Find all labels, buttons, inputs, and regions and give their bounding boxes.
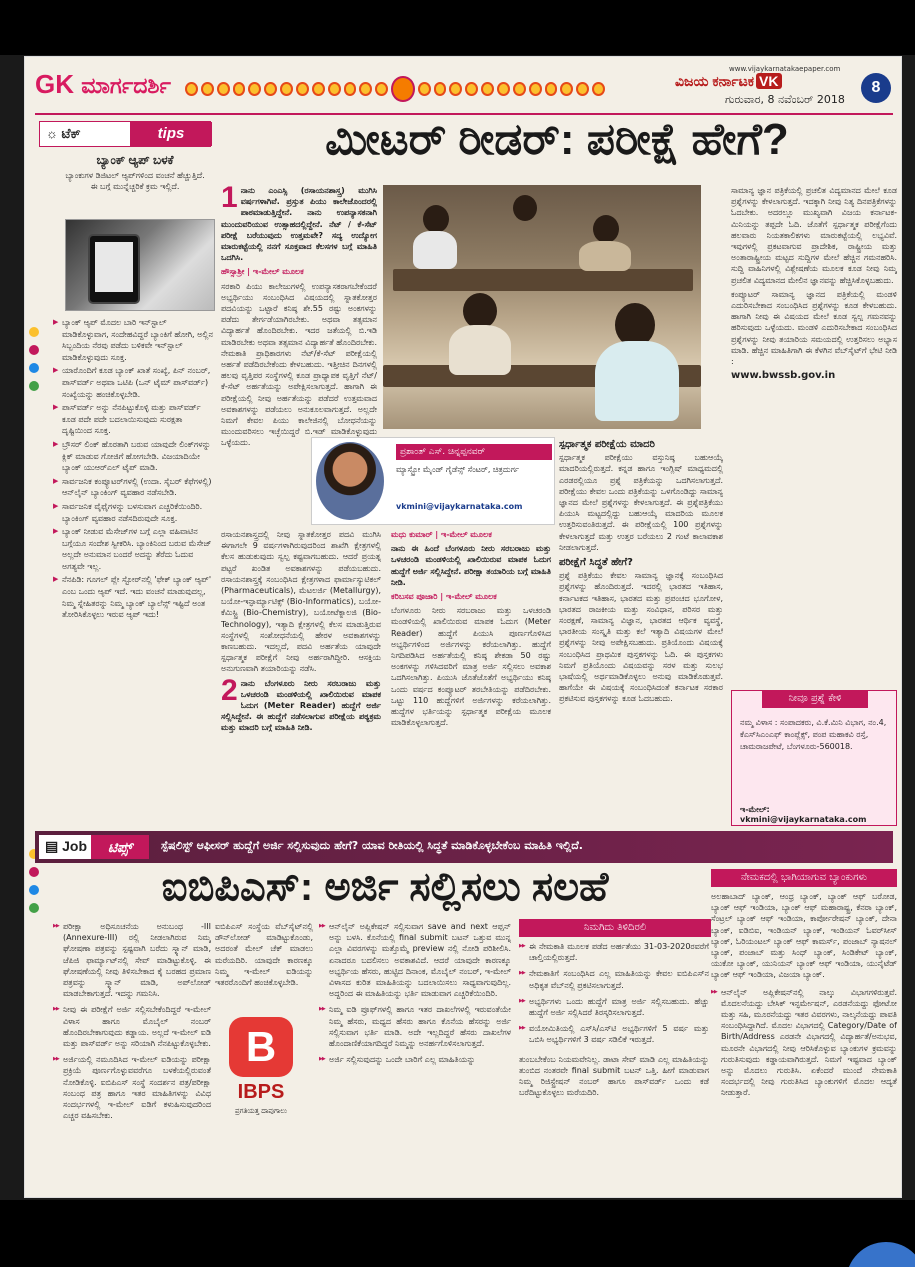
job-badge: ಟಿಪ್ಸ್ — [91, 835, 149, 859]
answer-1: ಸರಕಾರಿ ಪಿಯು ಕಾಲೇಜುಗಳಲ್ಲಿ ಉಪನ್ಯಾಸಕರಾಗಬೇಕೆಂದರೆ ಅಭ್ಯರ್ಥಿಯು ಸಂಬಂಧಿಸಿದ ವಿಷಯದಲ್ಲಿ ಸ್ನಾತಕೋತ್ತರ ಪದವಿಯನ್ನು ಒಟ್ಟಾರೆ ಕನಿಷ್ಠ ಶೇ.55 ರಷ್ಟು ಅಂಕಗಳನ್ನು ಪಡೆದು ತೇರ್ಗಡೆಯಾಗಿರಬೇಕು. ಅಥವಾ ತತ್ಸಮಾನ ವಿದ್ಯಾರ್ಹತೆ ಹೊಂದಿರಬೇಕು. ಇದರ ಜತೆಯಲ್ಲಿ ಬಿ.ಇಡಿ ಮಾಡಿರಬೇಕು ಅಥವಾ ತತ್ಸಮಾನ ವಿದ್ಯಾರ್ಹತೆ ಹೊಂದಿರಬೇಕು. ನೇಮಕಾತಿ ಪ್ರಾಧಿಕಾರಗಳು ನೆಟ್/ಕೆ-ಸೆಟ್ ಪರೀಕ್ಷೆಯಲ್ಲಿ ಅರ್ಹತೆ ಪಡೆದಿರಬೇಕೆಂದು ಕೇಳಬಹುದು. ಇತ್ತೀಚಿನ ದಿನಗಳಲ್ಲಿ ಹಲವು ವೃತ್ತಿಪರ ಸಂಸ್ಥೆಗಳಲ್ಲಿ ಕೂಡ ಪ್ರಾಧ್ಯಾಪಕ ವೃತ್ತಿಗೆ ನೆಟ್/ಕೆ-ಸೆಟ್ ಅರ್ಹತೆಯನ್ನು ಅಪೇಕ್ಷಿಸಲಾಗುತ್ತದೆ. ಹಾಗಾಗಿ ಈ ಪರೀಕ್ಷೆಯಲ್ಲಿ ನೀವು ಅರ್ಹತೆಯನ್ನು ಪಡೆದರೆ ಉತ್ತಮವಾದ ಅವಕಾಶಗಳನ್ನು ಪಡೆಯಲು ಅನುಕೂಲವಾಗುತ್ತದೆ. ಅಲ್ಲದೇ ನಿಮಗೆ ಕೇವಲ ಪಿಯು ಕಾಲೇಜಿನಲ್ಲಿ ಬೋಧನೆಯನ್ನು ಮುಂದುವರಿಸಲು ಇಚ್ಛೆಯಿದ್ದರೆ ಬಿ.ಇಡ್ ಮಾಡಿಕೊಳ್ಳುವುದು ಒಳ್ಳೆಯದು. — [221, 281, 377, 448]
answer-1-more: ರಸಾಯನಶಾಸ್ತ್ರದಲ್ಲಿ ನೀವು ಸ್ನಾತಕೋತ್ತರ ಪದವಿ ಮುಗಿಸಿ ಈಗಾಗಲೇ 9 ವರ್ಷಗಳಾಗಿರುವುದರಿಂದ ಶಾಖೆಗಿ ಕ್ಷೇತ್ರಗಳಲ್ಲಿ ಕೆಲಸ ಹುಡುಕುವುದು ಸ್ವಲ್ಪ ಕಷ್ಟವಾಗಬಹುದು. ಆದರೆ ಪ್ರಯತ್ನ ಪಟ್ಟರೆ ಖಂಡಿತ ಅವಕಾಶಗಳನ್ನು ಪಡೆಯಬಹುದು. ರಸಾಯನಶಾಸ್ತ್ರಕ್ಕೆ ಸಂಬಂಧಿಸಿದ ಕ್ಷೇತ್ರಗಳಾದ ಫಾರ್ಮಾಸ್ಯುಟಿಕಲ್ (Pharmaceuticals), ಮೆಟಲರ್ಜಿ (Metallurgy), ಬಯೋ-ಇನ್ಫಾರ್ಮ್ಯಾಟಿಕ್ಸ್ (Bio-Informatics), ಬಯೋ-ಕೆಮಿಸ್ಟ್ರಿ (Bio-Chemistry), ಬಯೋಟೆಕ್ನಾಲಜಿ (Bio-Technology), ಇತ್ಯಾದಿ ಕ್ಷೇತ್ರಗಳಲ್ಲಿ ಕೆಲಸ ಮಾಡುತ್ತಿರುವ ಸಂಸ್ಥೆಗಳಲ್ಲಿ ಸಂಶೋಧನೆಯಲ್ಲಿ ಹೇರಳ ಅವಕಾಶಗಳನ್ನು ಕಾಣಬಹುದು. ಇದಲ್ಲದೆ, ಪದವಿ ಅರ್ಹತೆಯ ಯಾವುದೇ ಸ್ಪರ್ಧಾತ್ಮಕ ಪರೀಕ್ಷೆಗೆ ನೀವು ಅರ್ಹರಾಗಿದ್ದೀರಿ. ಆಸಕ್ತಿಯ ಅನುಗುಣವಾಗಿ ತಯಾರಿಯನ್ನು ನಡೆಸಿ. — [221, 530, 381, 674]
author-byline — [311, 437, 555, 525]
job-tagline: ಸ್ಪೆಷಲಿಸ್ಟ್ ಆಫೀಸರ್ ಹುದ್ದೆಗೆ ಅರ್ಜಿ ಸಲ್ಲಿಸುವುದು ಹೇಗೆ? ಯಾವ ರೀತಿಯಲ್ಲಿ ಸಿದ್ಧತೆ ಮಾಡಿಕೊಳ್ಳಬೇಕೆಂಬ ಮಾಹಿತಿ ಇಲ್ಲಿದೆ. — [161, 839, 583, 852]
job-headline: ಐಬಿಪಿಎಸ್: ಅರ್ಜಿ ಸಲ್ಲಿಸಲು ಸಲಹೆ — [161, 865, 609, 909]
list-item: ▶ ಸಾರ್ವಜನಿಕ ವೈಫೈಗಳನ್ನು ಬಳಸುವಾಗ ಎಚ್ಚರಿಕೆಯಿಂದಿರಿ. ಬ್ಯಾಂಕಿಂಗ್ ವ್ಯವಹಾರ ನಡೆಸದಿರುವುದೇ ಸೂಕ್ತ. — [53, 501, 213, 524]
ibps-logo — [215, 1017, 307, 1127]
list-item: ▶▶ ಅಭ್ಯರ್ಥಿಗಳು ಒಂದು ಹುದ್ದೆಗೆ ಮಾತ್ರ ಅರ್ಜಿ ಸಲ್ಲಿಸಬಹುದು. ಹೆಚ್ಚು ಹುದ್ದೆಗೆ ಅರ್ಜಿ ಸಲ್ಲಿಸಿದರೆ ತಿರಸ್ಕರಿಸಲಾಗುತ್ತದೆ. — [519, 996, 709, 1018]
job-col-1b — [215, 921, 313, 1013]
question-1: ನಾನು ಎಂಎಸ್ಸಿ (ರಸಾಯನಶಾಸ್ತ್ರ) ಮುಗಿಸಿ ವರ್ಷಗಳಾಗಿವೆ. ಪ್ರಸ್ತುತ ಪಿಯು ಕಾಲೇಜೊಂದರಲ್ಲಿ ಪಾಠಮಾಡುತ್ತಿದ್ದೇನೆ. ನಾನು ಉಪನ್ಯಾಸಕನಾಗಿ ಮುಂದುವರಿಯುವ ಉತ್ಸಾಹದಲ್ಲಿದ್ದೇನೆ. ನೆಟ್ / ಕೆ-ಸೆಟ್ ಪರೀಕ್ಷೆ ಬರೆಯುವುದು ಉತ್ತಮವೇ? ಸದ್ಯ ಉದ್ಯೋಗ ಮಾರುಕಟ್ಟೆಯಲ್ಲಿ ನನಗೆ ಸೂಕ್ತವಾದ ಕೆಲಸಗಳ ಬಗ್ಗೆ ಮಾಹಿತಿ ಒದಗಿಸಿ. — [221, 186, 377, 263]
issue-date: ಗುರುವಾರ, 8 ನವೆಂಬರ್ 2018 — [725, 93, 845, 106]
section-logo — [35, 69, 171, 100]
subhead-prep: ಪರೀಕ್ಷೆಗೆ ಸಿದ್ಧತೆ ಹೇಗೆ? — [559, 557, 633, 569]
author-role: ಮ್ಯಾಸ್ಟ್ರೋ ಮೈಂಡ್ ಗೈಡೆನ್ಸ್ ಸೆಂಟರ್, ಚಿತ್ರದುರ್ಗ — [396, 465, 520, 474]
article-col-2 — [221, 529, 551, 823]
job-tips-banner — [35, 831, 893, 863]
gk-label: GK — [35, 69, 74, 99]
ibps-logo-text: IBPS — [237, 1081, 285, 1103]
rules-header: ನಿಮಗಿದು ತಿಳಿದಿರಲಿ — [519, 919, 711, 937]
list-item: ▶ ಯಾರೊಂದಿಗೆ ಕೂಡ ಬ್ಯಾಂಕ್ ಖಾತೆ ಸಂಖ್ಯೆ, ಪಿನ್ ನಂಬರ್, ಪಾಸ್‌ವರ್ಡ್ ಅಥವಾ ಒಟಿಪಿ (ಒನ್ ಟೈಮ್ ಪಾಸ್‌ವರ್ಡ್) ಸಂಖ್ಯೆಯನ್ನು ಹಂಚಿಕೊಳ್ಳಬೇಡಿ. — [53, 365, 213, 400]
list-item: ▶ ಸಾರ್ವಜನಿಕ ಕಂಪ್ಯೂಟರ್‌ಗಳಲ್ಲಿ (ಉದಾ. ಸೈಬರ್ ಕೆಫೆಗಳಲ್ಲಿ) ಆನ್‌ಲೈನ್ ಬ್ಯಾಂಕಿಂಗ್ ವ್ಯವಹಾರ ನಡೆಸಬೇಡಿ. — [53, 476, 213, 499]
contact-email: ಇ-ಮೇಲ್: vkmini@vijaykarnataka.com — [740, 805, 867, 824]
list-item: ▶▶ ಪರೀಕ್ಷಾ ಅಧಿಸೂಚನೆಯ ಅನುಬಂಧ -III (Annexure-III) ರಲ್ಲಿ ನೀಡಲಾಗಿರುವ ನಿಮ್ಮ ಘೋಷಣಾ ಪತ್ರವನ್ನು ಸ್ಪಷ್ಟವಾಗಿ ಬರೆದು ಸ್ಕ್ಯಾನ್ ಮಾಡಿ, ಜೆಪಿಜಿ ಫಾರ್ಮ್ಯಾಟ್‌ನಲ್ಲಿ ಸೇವ್ ಮಾಡಿಟ್ಟುಕೊಳ್ಳಿ. ಈ ಘೋಷಣೆಯಲ್ಲಿ ನೀವು ತಿಳಿಸಬೇಕಾದ ಕೈ ಬರಹದ ಪ್ರಮಾಣ ಪತ್ರವನ್ನು ಸ್ಕ್ಯಾನ್ ಮಾಡಿ, ಅಪ್‌ಲೋಡ್ ಮಾಡಬೇಕಾಗುತ್ತದೆ. ಇದನ್ನು ಗಮನಿಸಿ. — [53, 921, 211, 999]
newspaper-page — [24, 56, 902, 1198]
list-item: ▶▶ ನಿಮ್ಮ ಐಡಿ ಪ್ರೂಫ್‌ಗಳಲ್ಲಿ ಹಾಗೂ ಇತರ ದಾಖಲೆಗಳಲ್ಲಿ ಇರುವಂತೆಯೇ ನಿಮ್ಮ ಹೆಸರು, ಮಧ್ಯದ ಹೆಸರು ಹಾಗೂ ಕೊನೆಯ ಹೆಸರನ್ನು ಅರ್ಜಿ ಸಲ್ಲಿಸುವಾಗ ಭರ್ತಿ ಮಾಡಿ. ಅದೇ ಇಲ್ಲದಿದ್ದರೆ ಹೆಸರು ದಾಖಲೆಗಳ ಹೊಂದಾಣಿಕೆಯಾಗದಿದ್ದರೆ ನಿಮ್ಮನ್ನು ಅನರ್ಹಗೊಳಿಸಲಾಗುತ್ತದೆ. — [319, 1004, 511, 1049]
document-icon: ▤ — [45, 838, 59, 854]
page-number: 8 — [861, 73, 891, 103]
ask-question-box — [731, 690, 897, 826]
tips-list — [53, 317, 213, 623]
job-col3-text: ತುಂಬಬೇಕೆಂಬ ನಿಯಮವೇನಿಲ್ಲ. ಡಾಟಾ ಸೇವ್ ಮಾಡಿ ಎಲ್ಲ ಮಾಹಿತಿಯನ್ನು ತುಂಬಿದ ನಂತರವೇ final submit ಬಟನ್ ಒತ್ತಿ. ಹೀಗೆ ಮಾಡುವಾಗ ನಿಮ್ಮ ರಿಜಿಸ್ಟ್ರೇಷನ್ ನಂಬರ್ ಹಾಗೂ ಪಾಸ್‌ವರ್ಡ್ ಒಂದು ಕಡೆ ಬರೆದಿಟ್ಟುಕೊಳ್ಳಲು ಮರೆಯದಿರಿ. — [519, 1054, 709, 1098]
list-item: ▶▶ ವಯೋಮಿತಿಯಲ್ಲಿ ಎಸ್‌ಸಿ/ಎಸ್‌ಟಿ ಅಭ್ಯರ್ಥಿಗಳಿಗೆ 5 ವರ್ಷ ಮತ್ತು ಒಬಿಸಿ ಅಭ್ಯರ್ಥಿಗಳಿಗೆ 3 ವರ್ಷ ಸಡಿಲಿಕೆ ಇರುತ್ತದೆ. — [519, 1023, 709, 1045]
article-col-4 — [731, 185, 897, 685]
list-item: ▶▶ ಈ ನೇಮಕಾತಿ ಮೂಲಕ ಪಡೆದ ಅರ್ಹತೆಯು 31-03-2020ರವರೆಗೆ ಚಾಲ್ತಿಯಲ್ಲಿರುತ್ತದೆ. — [519, 941, 709, 963]
top-border — [0, 0, 915, 55]
site-url: www.vijaykarnatakaepaper.com — [729, 65, 841, 73]
list-item: ▶▶ ಅರ್ಜಿ ಸಲ್ಲಿಸುವುದನ್ನು ಒಂದೇ ಬಾರಿಗೆ ಎಲ್ಲ ಮಾಹಿತಿಯನ್ನು — [319, 1054, 511, 1065]
dropcap-1: 1 — [221, 185, 238, 214]
job-tips-badge — [39, 835, 149, 859]
ibps-logo-subtitle: ಪ್ರಗತಿಯತ್ತ ದಾಪುಗಾಲು — [234, 1107, 288, 1115]
exam-prep: ಪ್ರಶ್ನೆ ಪತ್ರಿಕೆಯು ಕೇವಲ ಸಾಮಾನ್ಯ ಜ್ಞಾನಕ್ಕೆ ಸಂಬಂಧಿಸಿದ ಪ್ರಶ್ನೆಗಳನ್ನು ಹೊಂದಿರುತ್ತದೆ. ಇದರಲ್ಲಿ ಭಾರತದ ಇತಿಹಾಸ, ಕರ್ನಾಟಕದ ಇತಿಹಾಸ, ಭಾರತದ ಮತ್ತು ಪ್ರಪಂಚದ ಭೂಗೋಳ, ಭಾರತದ ರಾಜಕೀಯ ಮತ್ತು ಸಂವಿಧಾನ, ಪರಿಸರ ಮತ್ತು ಸಂರಕ್ಷಣೆ, ಸಾಮಾನ್ಯ ವಿಜ್ಞಾನ, ಭಾರತದ ಆರ್ಥಿಕ ವ್ಯವಸ್ಥೆ, ಭಾರತೀಯ ಸಂಸ್ಕೃತಿ ಮತ್ತು ಕಲೆ ಇತ್ಯಾದಿ ವಿಷಯಗಳ ಮೇಲೆ ಪ್ರಶ್ನೆಗಳನ್ನು ನೀವು ಅಪೇಕ್ಷಿಸಬಹುದು. ಪ್ರತಿಯೊಂದು ವಿಷಯಕ್ಕೆ ಸಂಬಂಧಿಸಿದ ಪ್ರಾಥಮಿಕ ಪುಸ್ತಕಗಳನ್ನು ಓದಿ. ಈ ಪುಸ್ತಕಗಳು ನಿಮಗೆ ಪ್ರತಿಯೊಂದು ವಿಷಯವನ್ನು ಸರಳ ಮತ್ತು ಸುಲಭ ಭಾಷೆಯಲ್ಲಿ ಅರ್ಥಮಾಡಿಕೊಳ್ಳಲು ಅನುವು ಮಾಡಿಕೊಡುತ್ತವೆ. ಹಾಗೆಯೇ ಈ ವಿಷಯಕ್ಕೆ ಸಂಬಂಧಿಸಿದಂತೆ ಕರ್ನಾಟಕ ಸರಕಾರ ಪ್ರಕಟಿಸುವ ಪುಸ್ತಕಗಳನ್ನು ಕೂಡ ಓದಬಹುದು. — [559, 571, 723, 704]
tips-badge: tips — [130, 122, 212, 146]
tips-subtitle: ಬ್ಯಾಂಕುಗಳ ಡಿಜಿಟಲ್ ಆ್ಯಪ್‌ಗಳಿಂದ ವಂಚನೆ ಹೆಚ್ಚುತ್ತಿದೆ. ಈ ಬಗ್ಗೆ ಮುನ್ನೆಚ್ಚರಿಕೆ ಕ್ರಮ ಇಲ್ಲಿದೆ. — [65, 171, 205, 191]
side-dots — [29, 327, 41, 399]
phone-photo — [65, 219, 215, 311]
phone-icon — [88, 234, 140, 304]
job-col1-continued: ಐಬಿಪಿಎಸ್ ಸಂಸ್ಥೆಯ ವೆಬ್‌ಸೈಟ್‌ನಲ್ಲಿ ಡೌನ್‌ಲೋಡ್ ಮಾಡಿಟ್ಟುಕೊಂಡು, ಅದರಂತೆ ಮೇಲ್ ಚೆಕ್ ಮಾಡಲು ಮರೆಯದಿರಿ. ಯಾವುದೇ ಕಾರಣಕ್ಕೂ ನಿಮ್ಮ ಇ-ಮೇಲ್ ಐಡಿಯನ್ನು ಇತರರೊಂದಿಗೆ ಹಂಚಿಕೊಳ್ಳಬೇಡಿ. — [215, 922, 313, 988]
answer-2: ಬೆಂಗಳೂರು ನೀರು ಸರಬರಾಜು ಮತ್ತು ಒಳಚರಂಡಿ ಮಂಡಳಿಯಲ್ಲಿ ಖಾಲಿಯಿರುವ ಮಾಪಕ ಓದುಗ (Meter Reader) ಹುದ್ದೆಗೆ ಪಿಯುಸಿ ಪೂರ್ಣಗೊಳಿಸಿದ ಅಭ್ಯರ್ಥಿಗಳಿಂದ ಅರ್ಜಿಗಳನ್ನು ಕರೆಯಲಾಗಿತ್ತು. ಹುದ್ದೆಗೆ ನಿಗದಿಪಡಿಸಿದ ಅರ್ಹತೆಯಲ್ಲಿ ಕನಿಷ್ಠ ಶೇಕಡಾ 50 ರಷ್ಟು ಅಂಕಗಳನ್ನು ಗಳಿಸಿದವರಿಗೆ ಮಾತ್ರ ಅರ್ಜಿ ಸಲ್ಲಿಸಲು ಅವಕಾಶ ಒದಗಿಸಲಾಗಿತ್ತು. ಪಿಯುಸಿ ಜೊತೆಜೊತೆಗೆ ಅಭ್ಯರ್ಥಿಯು ಕನಿಷ್ಠ ಒಂದು ವರ್ಷದ ಕಂಪ್ಯೂಟರ್ ತರಬೇತಿಯನ್ನು ಪಡೆದಿರಬೇಕು. ಒಟ್ಟು 110 ಹುದ್ದೆಗಳಿಗೆ ಅರ್ಜಿಗಳನ್ನು ಕರೆಯಲಾಗಿತ್ತು. ಹುದ್ದೆಗಳ ಭರ್ತಿಯನ್ನು ಸ್ಪರ್ಧಾತ್ಮಕ ಪರೀಕ್ಷೆಯ ಮೂಲಕ ಮಾಡಿಕೊಳ್ಳಲಾಗುತ್ತದೆ. — [391, 606, 551, 728]
banks-header: ನೇಮಕದಲ್ಲಿ ಭಾಗಿಯಾಗುವ ಬ್ಯಾಂಕುಗಳು — [711, 869, 897, 887]
brand-badge: VK — [756, 73, 781, 89]
question-2b: ನಾನು ಈ ಹಿಂದೆ ಬೆಂಗಳೂರು ನೀರು ಸರಬರಾಜು ಮತ್ತು ಒಳಚರಂಡಿ ಮಂಡಳಿಯಲ್ಲಿ ಖಾಲಿಯಿರುವ ಮಾಪಕ ಓದುಗ ಹುದ್ದೆಗೆ ಅರ್ಜಿ ಸಲ್ಲಿಸಿದ್ದೇನೆ. ಪರೀಕ್ಷಾ ತಯಾರಿಯ ಬಗ್ಗೆ ಮಾಹಿತಿ ನೀಡಿ. — [391, 544, 551, 587]
question-1-author: ಹೌಸ್ಸಾಶ್ರೀ | ಇ-ಮೇಲ್ ಮೂಲಕ — [221, 267, 304, 277]
list-item: ▶▶ ಆನ್‌ಲೈನ್ ಅಪ್ಲಿಕೇಷನ್‌ನಲ್ಲಿ ನಾಲ್ಕು ವಿಭಾಗಗಳಿರುತ್ತವೆ. ಮೊದಲನೆಯದ್ದು ಬೇಸಿಕ್ ಇನ್ಫರ್ಮೇಷನ್, ಎರಡನೆಯದ್ದು ಫೋಟೋ ಮತ್ತು ಸಹಿ, ಮೂರನೆಯದ್ದು ಇತರ ವಿವರಗಳು, ನಾಲ್ಕನೆಯದ್ದು ಪಾವತಿ ಸಂಬಂಧಿಸಿದ್ದಾಗಿದೆ. ಮೊದಲ ವಿಭಾಗದಲ್ಲಿ Category/Date of Birth/Address ಎರಡನೇ ವಿಭಾಗದಲ್ಲಿ ವಿದ್ಯಾರ್ಹತೆ/ಅನುಭವ, ಮೂರನೇ ವಿಭಾಗದಲ್ಲಿ ನೀವು ಆರಿಸಿಕೊಳ್ಳುವ ಬ್ಯಾಂಕುಗಳ ಕ್ರಮವನ್ನು ಗುರುತಿಸುವುದು ಕಡ್ಡಾಯವಾಗಿರುತ್ತದೆ. ನಿಮಗೆ ಇಷ್ಟವಾದ ಬ್ಯಾಂಕ್ ಅನ್ನು ಮೊದಲು ಗುರುತಿಸಿ. ಏಕೆಂದರೆ ಮುಂದೆ ನೇಮಕಾತಿ ಸಂದರ್ಭದಲ್ಲಿ ನೀವು ಗುರುತಿಸಿದ ಬ್ಯಾಂಕುಗಳಿಗೆ ಮೊದಲ ಆದ್ಯತೆ ನೀಡುತ್ತಾರೆ. — [711, 987, 897, 1099]
list-item: ▶ ಪಾಸ್‌ವರ್ಡ್ ಅನ್ನು ನೆನಪಿಟ್ಟುಕೊಳ್ಳಿ ಮತ್ತು ಪಾಸ್‌ವರ್ಡ್ ಕೂಡ ಪದೇ ಪದೇ ಬದಲಾಯಿಸುವುದು ಸುರಕ್ಷತಾ ದೃಷ್ಟಿಯಿಂದ ಸೂಕ್ತ. — [53, 402, 213, 437]
job-col-2 — [319, 921, 511, 1189]
tech-label-text: ಟೆಕ್ — [61, 126, 81, 141]
header-ornament — [185, 79, 605, 99]
exam-prep-2: ಸಾಮಾನ್ಯ ಜ್ಞಾನ ಪತ್ರಿಕೆಯಲ್ಲಿ ಪ್ರಚಲಿತ ವಿದ್ಯಮಾನದ ಮೇಲೆ ಕೂಡ ಪ್ರಶ್ನೆಗಳನ್ನು ಕೇಳಲಾಗುತ್ತದೆ. ಇದಕ್ಕಾಗಿ ನೀವು ನಿತ್ಯ ದಿನಪತ್ರಿಕೆಗಳನ್ನು ಓದಬೇಕು. ಅದರಲ್ಲೂ ಮುಖ್ಯವಾಗಿ ವಿಜಯ ಕರ್ನಾಟಕ-ಮಿನಿಯನ್ನು ತಪ್ಪದೇ ಓದಿ. ಜೊತೆಗೆ ಸ್ಪರ್ಧಾತ್ಮಕ ಪರೀಕ್ಷೆಗೆಂದು ಹಲವಾರು ನಿಯತಕಾಲಿಕಗಳು ಮಾರುಕಟ್ಟೆಯಲ್ಲಿ ಲಭ್ಯವಿವೆ. ಇವುಗಳಲ್ಲಿ ಪ್ರಕಟವಾಗುವ ಪ್ರಾದೇಶಿಕ, ರಾಷ್ಟ್ರೀಯ ಮತ್ತು ಅಂತಾರಾಷ್ಟ್ರೀಯ ಮಟ್ಟದ ಸುದ್ದಿಗಳ ಮೇಲೆ ಹೆಚ್ಚಿನ ಗಮನಹರಿಸಿ. ಸುದ್ದಿ ವಾಹಿನಿಗಳಲ್ಲಿ ವಿಶ್ಲೇಷಣೆಯ ಮೂಲಕ ಕೂಡ ನೀವು ನಿಮ್ಮ ಪ್ರಚಲಿತ ವಿದ್ಯಮಾನದ ಮೇಲಿನ ಜ್ಞಾನವನ್ನು ಹೆಚ್ಚಿಸಿಕೊಳ್ಳಬಹುದು. — [731, 186, 897, 285]
list-item: ▶ ಬ್ಯಾಂಕ್ ನೀಡುವ ಮೆಸೇಜ್‌ಗಳ ಬಗ್ಗೆ ಎಲ್ಲಾ ವಹಿವಾಟಿನ ಬಗ್ಗೆಯೂ ಸಂದೇಶ ಸ್ವೀಕರಿಸಿ. ಬ್ಯಾಂಕಿನಿಂದ ಬರುವ ಮೆಸೇಜ್ ಅಲ್ಲದೇ ಅನುಮಾನ ಬಂದರೆ ಅದನ್ನು ತೆರೆದು ಓದುವ ಅಗತ್ಯವೇ ಇಲ್ಲ. — [53, 526, 213, 572]
list-item: ▶▶ ನೇಮಕಾತಿಗೆ ಸಂಬಂಧಿಸಿದ ಎಲ್ಲ ಮಾಹಿತಿಯನ್ನು ಕೇವಲ ಐಬಿಪಿಎಸ್‌ನ ಅಧಿಕೃತ ವೆಬ್‌ನಲ್ಲಿ ಪ್ರಕಟಿಸಲಾಗುತ್ತದೆ. — [519, 968, 709, 990]
job-label-text: Job — [62, 838, 88, 854]
list-item: ▶▶ ಆನ್‌ಲೈನ್ ಅಪ್ಲಿಕೇಷನ್ ಸಲ್ಲಿಸುವಾಗ save and next ಆಪ್ಷನ್ ಅನ್ನು ಬಳಸಿ. ಕೊನೆಯಲ್ಲಿ final submit ಬಟನ್ ಒತ್ತುವ ಮುನ್ನ ಎಲ್ಲಾ ವಿವರಗಳನ್ನು ಮತ್ತೊಮ್ಮೆ preview ನಲ್ಲಿ ನೋಡಿ ಪರಿಶೀಲಿಸಿ. ಏನಾದರೂ ಬದಲಿಸಲು ಅವಕಾಶವಿದೆ. ಆದರೆ ಯಾವುದೇ ಕಾರಣಕ್ಕೂ ಅಭ್ಯರ್ಥಿಯ ಹೆಸರು, ಹುಟ್ಟಿದ ದಿನಾಂಕ, ಮೊಬೈಲ್ ನಂಬರ್, ಇ-ಮೇಲ್ ವಿಳಾಸದ ಕುರಿತ ಮಾಹಿತಿಯನ್ನು ಬದಲಾಯಿಸಲು ಸಾಧ್ಯವಾಗುವುದಿಲ್ಲ. ಅದ್ದರಿಂದ ಈ ಮಾಹಿತಿಯನ್ನು ಭರ್ತಿ ಮಾಡುವಾಗ ಎಚ್ಚರಿಕೆಯಿಂದಿರಿ. — [319, 921, 511, 999]
ibps-logo-mark: B — [229, 1017, 293, 1077]
postal-address: ನಮ್ಮ ವಿಳಾಸ : ಸಂಪಾದಕರು, ವಿ.ಕೆ.ಮಿನಿ ವಿಭಾಗ, ನಂ.4, ಕೆಎಸ್‌ಸಿಎಂಎಫ್ ಕಾಂಪ್ಲೆಕ್ಸ್, ಪಂಪ ಮಹಾಕವಿ ರಸ್ತೆ, ಚಾಮರಾಜಪೇಟೆ, ಬೆಂಗಳೂರು-560018. — [740, 718, 887, 751]
banks-column — [711, 891, 897, 1189]
question-2b-author: ಕರಿಬಸವ ಪೂಜಾರಿ | ಇ-ಮೇಲ್ ಮೂಲಕ — [391, 592, 497, 602]
article-headline: ಮೀಟರ್ ರೀಡರ್: ಪರೀಕ್ಷೆ ಹೇಗೆ? — [325, 115, 789, 164]
list-item: ▶▶ ನೀವು ಈ ಪರೀಕ್ಷೆಗೆ ಅರ್ಜಿ ಸಲ್ಲಿಸಬೇಕೆಂದಿದ್ದರೆ ಇ-ಮೇಲ್ ವಿಳಾಸ ಹಾಗೂ ಮೊಬೈಲ್ ನಂಬರ್ ಹೊಂದಿರಬೇಕಾಗುವುದು ಕಡ್ಡಾಯ. ಅಲ್ಲದೆ ಇ-ಮೇಲ್ ಐಡಿ ಮತ್ತು ಪಾಸ್‌ವರ್ಡ್ ಅನ್ನು ಸರಿಯಾಗಿ ನೆನಪಿಟ್ಟುಕೊಳ್ಳಬೇಕು. — [53, 1004, 211, 1049]
rules-list — [519, 941, 709, 1189]
exam-pattern: ಸ್ಪರ್ಧಾತ್ಮಕ ಪರೀಕ್ಷೆಯು ವಸ್ತುನಿಷ್ಠ ಬಹುಆಯ್ಕೆ ಮಾದರಿಯಲ್ಲಿರುತ್ತದೆ. ಕನ್ನಡ ಹಾಗೂ ಇಂಗ್ಲಿಷ್ ಮಾಧ್ಯಮದಲ್ಲಿ ಎರಡರಲ್ಲಿಯೂ ಪ್ರಶ್ನೆ ಪತ್ರಿಕೆಯನ್ನು ಒದಗಿಸಲಾಗುತ್ತದೆ. ಪರೀಕ್ಷೆಯು ಕೇವಲ ಒಂದು ಪತ್ರಿಕೆಯನ್ನು ಒಳಗೊಂಡಿದ್ದು ಸಾಮಾನ್ಯ ಜ್ಞಾನದ ಮೇಲೆ ಪ್ರಶ್ನೆಗಳನ್ನು ಕೇಳಲಾಗುತ್ತದೆ. ಈ ಪ್ರಶ್ನೆಪತ್ರಿಕೆಯು ಪಿಯುಸಿ ಮಟ್ಟದಲ್ಲಿದ್ದು ಬಹುಆಯ್ಕೆ ಮಾದರಿಯ ಮೂಲಕ ಉತ್ತರಿಸುವಂತಿರುತ್ತದೆ. ಈ ಪರೀಕ್ಷೆಯಲ್ಲಿ 100 ಪ್ರಶ್ನೆಗಳನ್ನು ಕೇಳಲಾಗುತ್ತದೆ ಮತ್ತು ಉತ್ತರ ಬರೆಯಲು 2 ಗಂಟೆ ಕಾಲಾವಕಾಶ ನೀಡಲಾಗುತ್ತದೆ. — [559, 453, 723, 552]
section-name: ಮಾರ್ಗದರ್ಶಿ — [81, 73, 171, 98]
author-email: vkmini@vijaykarnataka.com — [396, 502, 523, 511]
question-2-author: ಮಧು ಕುಮಾರ್ | ಇ-ಮೇಲ್ ಮೂಲಕ — [391, 530, 492, 539]
list-item: ▶▶ ಅರ್ಜಿಯಲ್ಲಿ ನಮೂದಿಸಿದ ಇ-ಮೇಲ್ ಐಡಿಯನ್ನು ಪರೀಕ್ಷಾ ಪ್ರಕ್ರಿಯೆ ಪೂರ್ಣಗೊಳ್ಳುವವರೆಗೂ ಬಳಕೆಯಲ್ಲಿರುವಂತೆ ನೋಡಿಕೊಳ್ಳಿ. ಐಬಿಪಿಎಸ್ ಸಂಸ್ಥೆ ಸಂದರ್ಶನ ಪತ್ರ/ಪರೀಕ್ಷಾ ಸಂಬಂಧ ಪತ್ರ ಹಾಗೂ ಇತರ ಮಾಹಿತಿಗಳನ್ನು ವಿವಿಧ ಸಂದರ್ಭಗಳಲ್ಲಿ ಇ-ಮೇಲ್ ಐಡಿಗೆ ಕಳುಹಿಸುವುದರಿಂದ ಎಚ್ಚರ ವಹಿಸಬೇಕು. — [53, 1054, 211, 1121]
tips-title: ಬ್ಯಾಂಕ್ ಆ್ಯಪ್ ಬಳಕೆ — [96, 153, 174, 167]
lamp-icon — [391, 76, 415, 102]
job-col-1 — [53, 921, 211, 1189]
brand-logo — [675, 73, 782, 90]
list-item: ▶ ಬ್ರೌಸರ್ ಲಿಂಕ್ ಹೊರತಾಗಿ ಬರುವ ಯಾವುದೇ ಲಿಂಕ್‌ಗಳನ್ನು ಕ್ಲಿಕ್ ಮಾಡುವ ಗೋಜಿಗೆ ಹೋಗಬೇಡಿ. ವಿಜಯಾದಿಯೇ ಬ್ಯಾಂಕ್ ಯುಆರ್‌ಎಲ್ ಟೈಪ್ ಮಾಡಿ. — [53, 439, 213, 474]
banks-list: ಅಲಹಾಬಾದ್ ಬ್ಯಾಂಕ್, ಆಂಧ್ರ ಬ್ಯಾಂಕ್, ಬ್ಯಾಂಕ್ ಆಫ್ ಬರೋಡ, ಬ್ಯಾಂಕ್ ಆಫ್ ಇಂಡಿಯಾ, ಬ್ಯಾಂಕ್ ಆಫ್ ಮಹಾರಾಷ್ಟ್ರ, ಕೆನರಾ ಬ್ಯಾಂಕ್, ಸೆಂಟ್ರಲ್ ಬ್ಯಾಂಕ್ ಆಫ್ ಇಂಡಿಯಾ, ಕಾರ್ಪೋರೇಷನ್ ಬ್ಯಾಂಕ್, ದೇನಾ ಬ್ಯಾಂಕ್, ಐಡಿಬಿಐ, ಇಂಡಿಯನ್ ಬ್ಯಾಂಕ್, ಇಂಡಿಯನ್ ಓವರ್‌ಸೀಸ್ ಬ್ಯಾಂಕ್, ಓರಿಯಂಟಲ್ ಬ್ಯಾಂಕ್ ಆಫ್ ಕಾಮರ್ಸ್, ಪಂಜಾಬ್ ನ್ಯಾಷನಲ್ ಬ್ಯಾಂಕ್, ಪಂಜಾಬ್ ಮತ್ತು ಸಿಂಧ್ ಬ್ಯಾಂಕ್, ಸಿಂಡಿಕೇಟ್ ಬ್ಯಾಂಕ್, ಯುಕೋ ಬ್ಯಾಂಕ್, ಯುನಿಯನ್ ಬ್ಯಾಂಕ್ ಆಫ್ ಇಂಡಿಯಾ, ಯುನೈಟೆಡ್ ಬ್ಯಾಂಕ್ ಆಫ್ ಇಂಡಿಯಾ, ವಿಜಯಾ ಬ್ಯಾಂಕ್. — [711, 892, 897, 980]
job-label — [45, 838, 87, 855]
author-name: ಪ್ರಶಾಂತ್ ಎಸ್. ಚಿನ್ನಪ್ಪನವರ್ — [396, 444, 552, 460]
article-col-3 — [559, 435, 723, 823]
tech-tips-header — [39, 121, 211, 147]
brand-name: ವಿಜಯ ಕರ್ನಾಟಕ — [675, 73, 755, 89]
ask-question-title: ನೀವೂ ಪ್ರಶ್ನೆ ಕೇಳಿ — [762, 690, 868, 708]
tech-tips-label: ☼ ಟೆಕ್ — [46, 126, 81, 141]
exam-prep-3: ಕಂಪ್ಯೂಟರ್ ಸಾಮಾನ್ಯ ಜ್ಞಾನದ ಪತ್ರಿಕೆಯಲ್ಲಿ ಮಂಡಳಿ ಎದುರಿಸಬೇಕಾದ ಸಂಬಂಧಿಸಿದ ಪ್ರಶ್ನೆಗಳನ್ನು ಕೂಡ ಕೇಳಬಹುದು. ಹಾಗಾಗಿ ನೀವು ಈ ವಿಷಯದ ಮೇಲೆ ಕೂಡ ಸ್ವಲ್ಪ ಗಮನವನ್ನು ಹರಿಸುವುದು ಒಳ್ಳೆಯದು. ಮಂಡಳಿ ಎದುರಿಸಬೇಕಾದ ಸಂಬಂಧಿಸಿದ ಪ್ರಶ್ನೆಗಳನ್ನು ನೀವು ತಯಾರಿಯ ಸಮಯದಲ್ಲಿ ಉತ್ತರಿಸಲು ಅಭ್ಯಾಸ ಮಾಡಿ. ಹೆಚ್ಚಿನ ಮಾಹಿತಿಗಾಗಿ ಈ ಕೆಳಗಿನ ವೆಬ್‌ಸೈಟ್‌ಗೆ ಭೇಟಿ ನೀಡಿ : — [731, 289, 897, 367]
bottom-border — [0, 1200, 915, 1267]
page-header — [35, 65, 893, 115]
list-item: ▶ ಬ್ಯಾಂಕ್ ಆ್ಯಪ್ ಮೊದಲ ಬಾರಿ ಇನ್‌ಸ್ಟಾಲ್ ಮಾಡಿಕೊಳ್ಳುವಾಗ, ಸಂದೇಹವಿದ್ದರೆ ಬ್ಯಾಂಕಿಗೆ ಹೋಗಿ, ಅಲ್ಲಿನ ಸಿಬ್ಬಂದಿಯ ನೆರವು ಪಡೆದು ಬಳಿಕವೇ ಇನ್‌ಸ್ಟಾಲ್ ಮಾಡಿಕೊಳ್ಳುವುದು ಸೂಕ್ತ. — [53, 317, 213, 363]
author-avatar — [316, 442, 384, 520]
question-2: ನಾನು ಬೆಂಗಳೂರು ನೀರು ಸರಬರಾಜು ಮತ್ತು ಒಳಚರಂಡಿ ಮಂಡಳಿಯಲ್ಲಿ ಖಾಲಿಯಿರುವ ಮಾಪಕ ಓದುಗ (Meter Reader) ಹುದ್ದೆಗೆ ಅರ್ಜಿ ಸಲ್ಲಿಸಿದ್ದೇನೆ. ಈ ಹುದ್ದೆಗೆ ನಡೆಸಲಾಗುವ ಪರೀಕ್ಷೆಯ ಪಠ್ಯಕ್ರಮ ಮತ್ತು ಮಾದರಿ ಬಗ್ಗೆ ಮಾಹಿತಿ ನೀಡಿ. — [221, 678, 381, 733]
website-link[interactable]: www.bwssb.gov.in — [731, 370, 836, 382]
subhead-pattern: ಸ್ಪರ್ಧಾತ್ಮಕ ಪರೀಕ್ಷೆಯ ಮಾದರಿ — [559, 439, 655, 450]
dropcap-2: 2 — [221, 673, 238, 707]
list-item: ▶ ನೆನಪಿಡಿ: ಗೂಗಲ್ ಪ್ಲೇ ಸ್ಟೋರ್‌ನಲ್ಲಿ 'ಫೇಕ್ ಬ್ಯಾಂಕ್ ಆ್ಯಪ್' ಎಂಬ ಒಂದು ಆ್ಯಪ್ ಇದೆ. ಇದು ವಂಚನೆ ಮಾಡುವುದಲ್ಲ, ನಿಮ್ಮ ಸ್ನೇಹಿತರನ್ನು ನಿಮ್ಮ ಬ್ಯಾಂಕ್ ಬ್ಯಾಲೆನ್ಸ್ ಇಷ್ಟಿದೆ ಅಂತ ತೋರಿಸಿಕೊಳ್ಳಲು ಇರುವ ಆ್ಯಪ್ ಇದು! — [53, 574, 213, 620]
exam-hall-photo — [383, 185, 701, 429]
